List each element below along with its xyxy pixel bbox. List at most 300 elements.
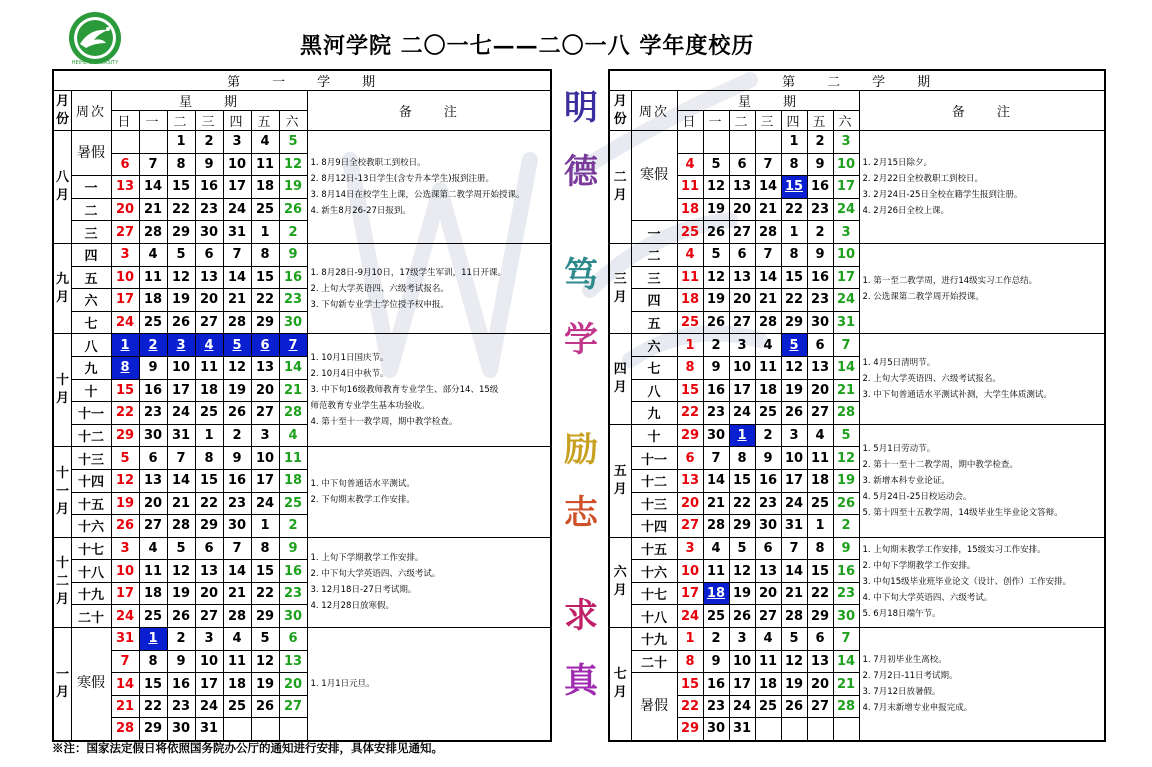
day-cell: 18: [195, 379, 223, 402]
day-cell: 2: [223, 424, 251, 447]
day-cell: 22: [111, 402, 139, 425]
day-cell: 14: [703, 469, 729, 492]
day-cell: 6: [279, 628, 307, 651]
day-cell: 10: [677, 560, 703, 583]
motto-char: 励: [564, 430, 598, 470]
day-cell: 31: [167, 424, 195, 447]
day-cell: 23: [833, 582, 859, 605]
day-cell: 21: [279, 379, 307, 402]
note-line: 2. 下旬期末教学工作安排。: [310, 495, 415, 505]
day-cell: 5: [703, 243, 729, 266]
note-line: 1. 中下旬普通话水平测试。: [310, 479, 415, 489]
note-line: 1. 8月9日全校教职工到校日。: [310, 157, 426, 168]
week-number: 十三: [71, 447, 111, 470]
day-cell: 24: [111, 311, 139, 334]
day-cell: 9: [703, 356, 729, 379]
day-cell: 8: [195, 447, 223, 470]
day-cell: 15: [677, 379, 703, 402]
day-cell: 4: [755, 628, 781, 651]
week-number: 七: [71, 311, 111, 334]
week-number: 十四: [71, 469, 111, 492]
note-line: 1. 1月1日元旦。: [310, 678, 375, 689]
day-cell: 30: [279, 311, 307, 334]
day-cell: 30: [167, 718, 195, 741]
day-cell: 2: [139, 334, 167, 357]
month-header: 月份: [609, 91, 631, 131]
day-cell: 13: [279, 650, 307, 673]
day-cell: 9: [807, 243, 833, 266]
note-line: 4. 12月28日放寒假。: [310, 601, 394, 612]
month-label: 一月: [53, 628, 71, 741]
day-cell: 28: [755, 221, 781, 244]
day-cell: 8: [729, 447, 755, 470]
day-cell: 2: [807, 221, 833, 244]
week-number: 五: [631, 311, 677, 334]
note-line: 3. 新增本科专业论证。: [862, 475, 950, 486]
weekday-label: 四: [781, 111, 807, 131]
weekday-label: 三: [755, 111, 781, 131]
day-cell: 2: [195, 131, 223, 154]
day-cell: 27: [139, 515, 167, 538]
day-cell: 7: [833, 628, 859, 651]
day-cell: 18: [703, 582, 729, 605]
day-cell: 23: [279, 289, 307, 312]
week-number: 十二: [71, 424, 111, 447]
day-cell: [111, 131, 139, 154]
day-cell: 17: [781, 469, 807, 492]
day-cell: 16: [703, 379, 729, 402]
day-cell: 24: [223, 198, 251, 221]
day-cell: 12: [279, 153, 307, 176]
month-notes: [307, 243, 551, 333]
day-cell: 31: [223, 221, 251, 244]
day-cell: 1: [781, 131, 807, 154]
day-cell: 1: [807, 515, 833, 538]
month-notes: [307, 537, 551, 627]
day-cell: 11: [279, 447, 307, 470]
day-cell: 29: [781, 311, 807, 334]
day-cell: 31: [111, 628, 139, 651]
day-cell: 6: [677, 447, 703, 470]
day-cell: 17: [111, 289, 139, 312]
day-cell: 12: [781, 356, 807, 379]
day-cell: 9: [223, 447, 251, 470]
day-cell: 24: [111, 605, 139, 628]
day-cell: 11: [807, 447, 833, 470]
day-cell: 12: [833, 447, 859, 470]
day-cell: 11: [677, 176, 703, 199]
weekday-label: 日: [111, 111, 139, 131]
day-cell: 28: [111, 718, 139, 741]
day-cell: 30: [703, 424, 729, 447]
day-cell: 6: [111, 153, 139, 176]
day-cell: 24: [781, 492, 807, 515]
day-cell: 15: [781, 266, 807, 289]
day-cell: 22: [781, 289, 807, 312]
day-cell: [755, 718, 781, 741]
day-cell: [139, 131, 167, 154]
day-cell: 5: [223, 334, 251, 357]
day-cell: 9: [279, 243, 307, 266]
day-cell: 12: [223, 356, 251, 379]
week-number: 七: [631, 356, 677, 379]
day-cell: 4: [677, 243, 703, 266]
weekday-label: 二: [729, 111, 755, 131]
note-line: 2. 第十一至十二教学周，期中教学检查。: [862, 459, 1018, 470]
day-cell: 2: [279, 221, 307, 244]
week-number: 二十: [631, 650, 677, 673]
day-cell: 29: [111, 424, 139, 447]
motto-char: 德: [564, 152, 598, 192]
day-cell: 29: [729, 515, 755, 538]
day-cell: 21: [223, 289, 251, 312]
vacation-label: 暑假: [71, 131, 111, 176]
day-cell: 23: [703, 695, 729, 718]
day-cell: 31: [833, 311, 859, 334]
day-cell: 6: [195, 243, 223, 266]
day-cell: 1: [677, 628, 703, 651]
weekday-label: 一: [703, 111, 729, 131]
week-number: 二十: [71, 605, 111, 628]
day-cell: 4: [251, 131, 279, 154]
week-number: 十九: [71, 582, 111, 605]
day-cell: [729, 131, 755, 154]
day-cell: 22: [167, 198, 195, 221]
note-line: 1. 4月5日清明节。: [862, 358, 936, 369]
day-cell: 15: [807, 560, 833, 583]
day-cell: 12: [111, 469, 139, 492]
day-cell: 24: [167, 402, 195, 425]
day-cell: 30: [833, 605, 859, 628]
day-cell: 8: [167, 153, 195, 176]
semester-one-table: [52, 69, 552, 742]
day-cell: 28: [223, 311, 251, 334]
day-cell: 5: [703, 153, 729, 176]
note-line: 2. 上旬大学英语四、六级考试报名。: [310, 283, 449, 294]
month-notes: [307, 628, 551, 741]
day-cell: [251, 718, 279, 741]
note-line: 4. 7月末新增专业申报完成。: [862, 702, 973, 713]
note-line: 4. 中下旬大学英语四、六级考试。: [862, 593, 993, 604]
day-cell: 23: [755, 492, 781, 515]
day-cell: 14: [833, 356, 859, 379]
logo-text: HEIHE UNIVERSITY: [71, 60, 119, 66]
day-cell: 13: [755, 560, 781, 583]
day-cell: 8: [111, 356, 139, 379]
day-cell: 3: [111, 243, 139, 266]
day-cell: 13: [807, 650, 833, 673]
month-label: 九月: [53, 243, 71, 333]
day-cell: 21: [833, 673, 859, 696]
day-cell: 2: [755, 424, 781, 447]
note-line: 3. 中下旬16级教师教育专业学生、部分14、15级: [310, 385, 499, 396]
day-cell: 4: [807, 424, 833, 447]
weekday-header: 星 期: [111, 91, 307, 111]
day-cell: 22: [139, 695, 167, 718]
footnote: ※注：国家法定假日将依照国务院办公厅的通知进行安排，具体安排见通知。: [52, 741, 443, 755]
note-line: 4. 新生8月26-27日报到。: [310, 205, 411, 216]
day-cell: 15: [677, 673, 703, 696]
day-cell: 10: [223, 153, 251, 176]
day-cell: 20: [807, 673, 833, 696]
week-number: 十四: [631, 515, 677, 538]
day-cell: 22: [677, 695, 703, 718]
day-cell: 7: [223, 243, 251, 266]
day-cell: 29: [677, 718, 703, 741]
day-cell: 18: [755, 673, 781, 696]
day-cell: 13: [251, 356, 279, 379]
week-number: 十六: [71, 515, 111, 538]
day-cell: 23: [195, 198, 223, 221]
day-cell: 9: [703, 650, 729, 673]
day-cell: 25: [807, 492, 833, 515]
day-cell: 1: [139, 628, 167, 651]
day-cell: 13: [195, 266, 223, 289]
week-number: 十三: [631, 492, 677, 515]
week-number: 八: [631, 379, 677, 402]
day-cell: 3: [781, 424, 807, 447]
note-line: 2. 10月4日中秋节。: [310, 369, 389, 380]
day-cell: 17: [251, 469, 279, 492]
month-label: 二月: [609, 131, 631, 244]
day-cell: 10: [729, 356, 755, 379]
day-cell: 21: [833, 379, 859, 402]
day-cell: 6: [807, 334, 833, 357]
motto-char: 真: [564, 661, 598, 701]
week-header: 周次: [631, 91, 677, 131]
day-cell: 30: [279, 605, 307, 628]
day-cell: 5: [781, 628, 807, 651]
day-cell: 8: [807, 537, 833, 560]
day-cell: 6: [729, 153, 755, 176]
week-number: 十一: [71, 402, 111, 425]
day-cell: 28: [703, 515, 729, 538]
day-cell: 25: [677, 311, 703, 334]
day-cell: 15: [111, 379, 139, 402]
day-cell: 9: [807, 153, 833, 176]
day-cell: 14: [167, 469, 195, 492]
day-cell: 26: [781, 695, 807, 718]
day-cell: 6: [807, 628, 833, 651]
day-cell: [703, 131, 729, 154]
note-line: 2. 2月22日全校教职工到校日。: [862, 173, 984, 184]
day-cell: 11: [195, 356, 223, 379]
day-cell: 20: [251, 379, 279, 402]
month-notes: [307, 447, 551, 537]
day-cell: 1: [729, 424, 755, 447]
day-cell: 12: [251, 650, 279, 673]
day-cell: 18: [677, 289, 703, 312]
week-number: 五: [71, 266, 111, 289]
day-cell: [279, 718, 307, 741]
day-cell: 8: [251, 243, 279, 266]
day-cell: 19: [223, 379, 251, 402]
week-number: 十七: [71, 537, 111, 560]
month-notes: [307, 334, 551, 447]
day-cell: 4: [703, 537, 729, 560]
day-cell: 28: [279, 402, 307, 425]
note-line: 1. 上旬下学期教学工作安排。: [310, 553, 424, 564]
day-cell: 29: [139, 718, 167, 741]
week-number: 十: [631, 424, 677, 447]
day-cell: 5: [781, 334, 807, 357]
week-number: 二: [631, 243, 677, 266]
day-cell: 19: [729, 582, 755, 605]
day-cell: 1: [195, 424, 223, 447]
week-number: 三: [631, 266, 677, 289]
day-cell: 17: [167, 379, 195, 402]
day-cell: 5: [167, 537, 195, 560]
day-cell: 11: [755, 650, 781, 673]
day-cell: 25: [139, 311, 167, 334]
day-cell: 19: [781, 673, 807, 696]
day-cell: 5: [251, 628, 279, 651]
semester-two-table: [608, 69, 1106, 742]
day-cell: 17: [223, 176, 251, 199]
day-cell: 10: [195, 650, 223, 673]
day-cell: 24: [251, 492, 279, 515]
vacation-label: 暑假: [631, 673, 677, 741]
day-cell: 30: [807, 311, 833, 334]
day-cell: 31: [195, 718, 223, 741]
note-line: 2. 中下旬大学英语四、六级考试。: [310, 569, 441, 580]
day-cell: 25: [703, 605, 729, 628]
day-cell: 2: [167, 628, 195, 651]
week-number: 十八: [71, 560, 111, 583]
university-logo: [62, 10, 128, 66]
week-number: 九: [71, 356, 111, 379]
day-cell: 28: [167, 515, 195, 538]
day-cell: 25: [251, 198, 279, 221]
day-cell: 31: [781, 515, 807, 538]
day-cell: 22: [251, 289, 279, 312]
month-label: 五月: [609, 424, 631, 537]
day-cell: 29: [251, 311, 279, 334]
day-cell: 11: [139, 560, 167, 583]
month-label: 四月: [609, 334, 631, 424]
month-label: 三月: [609, 243, 631, 333]
week-number: 十二: [631, 469, 677, 492]
day-cell: 3: [223, 131, 251, 154]
day-cell: 25: [195, 402, 223, 425]
month-notes: [307, 131, 551, 244]
day-cell: 20: [139, 492, 167, 515]
week-number: 九: [631, 402, 677, 425]
day-cell: 23: [807, 198, 833, 221]
note-line: 1. 2月15日除夕。: [862, 157, 933, 168]
day-cell: 3: [833, 131, 859, 154]
day-cell: 28: [223, 605, 251, 628]
day-cell: 21: [139, 198, 167, 221]
day-cell: 8: [781, 243, 807, 266]
note-line: 师范教育专业学生基本功验收。: [310, 401, 430, 412]
week-number: 四: [71, 243, 111, 266]
day-cell: 10: [251, 447, 279, 470]
day-cell: 17: [833, 176, 859, 199]
day-cell: 26: [167, 605, 195, 628]
day-cell: 26: [111, 515, 139, 538]
day-cell: 19: [167, 289, 195, 312]
day-cell: 5: [279, 131, 307, 154]
note-line: 1. 8月28日-9月10日，17级学生军训，11日开课。: [310, 267, 506, 278]
day-cell: 18: [807, 469, 833, 492]
day-cell: 20: [729, 289, 755, 312]
day-cell: 25: [223, 695, 251, 718]
day-cell: 9: [167, 650, 195, 673]
day-cell: 12: [729, 560, 755, 583]
day-cell: 14: [139, 176, 167, 199]
day-cell: 14: [223, 266, 251, 289]
day-cell: 4: [139, 243, 167, 266]
day-cell: 21: [111, 695, 139, 718]
week-number: 十: [71, 379, 111, 402]
semester-title: 第 二 学 期: [609, 70, 1105, 91]
day-cell: 22: [195, 492, 223, 515]
day-cell: 3: [833, 221, 859, 244]
day-cell: 2: [279, 515, 307, 538]
month-label: 十二月: [53, 537, 71, 627]
day-cell: 24: [195, 695, 223, 718]
day-cell: 7: [111, 650, 139, 673]
weekday-label: 一: [139, 111, 167, 131]
day-cell: 6: [755, 537, 781, 560]
day-cell: 29: [195, 515, 223, 538]
weekday-label: 五: [807, 111, 833, 131]
day-cell: 18: [139, 582, 167, 605]
day-cell: 4: [139, 537, 167, 560]
day-cell: [781, 718, 807, 741]
semester-title: 第 一 学 期: [53, 70, 551, 91]
day-cell: 7: [755, 153, 781, 176]
day-cell: 21: [781, 582, 807, 605]
day-cell: 16: [703, 673, 729, 696]
month-label: 六月: [609, 537, 631, 627]
day-cell: 3: [167, 334, 195, 357]
day-cell: 19: [167, 582, 195, 605]
note-line: 2. 上旬大学英语四、六级考试报名。: [862, 374, 1001, 385]
vacation-label: 寒假: [631, 131, 677, 221]
day-cell: 15: [251, 560, 279, 583]
month-notes: [859, 424, 1105, 537]
day-cell: 21: [755, 289, 781, 312]
day-cell: 6: [729, 243, 755, 266]
month-header: 月份: [53, 91, 71, 131]
day-cell: 9: [755, 447, 781, 470]
weekday-label: 五: [251, 111, 279, 131]
day-cell: 5: [833, 424, 859, 447]
day-cell: 8: [781, 153, 807, 176]
day-cell: 29: [807, 605, 833, 628]
day-cell: 23: [139, 402, 167, 425]
day-cell: 28: [833, 695, 859, 718]
day-cell: 1: [167, 131, 195, 154]
day-cell: 15: [167, 176, 195, 199]
day-cell: 13: [139, 469, 167, 492]
day-cell: 28: [139, 221, 167, 244]
day-cell: 10: [167, 356, 195, 379]
day-cell: 19: [781, 379, 807, 402]
week-number: 十七: [631, 582, 677, 605]
day-cell: 9: [279, 537, 307, 560]
day-cell: 8: [251, 537, 279, 560]
day-cell: 25: [755, 402, 781, 425]
day-cell: 25: [677, 221, 703, 244]
week-number: 十九: [631, 628, 677, 651]
day-cell: 3: [195, 628, 223, 651]
day-cell: 26: [167, 311, 195, 334]
day-cell: 12: [781, 650, 807, 673]
day-cell: 16: [167, 673, 195, 696]
